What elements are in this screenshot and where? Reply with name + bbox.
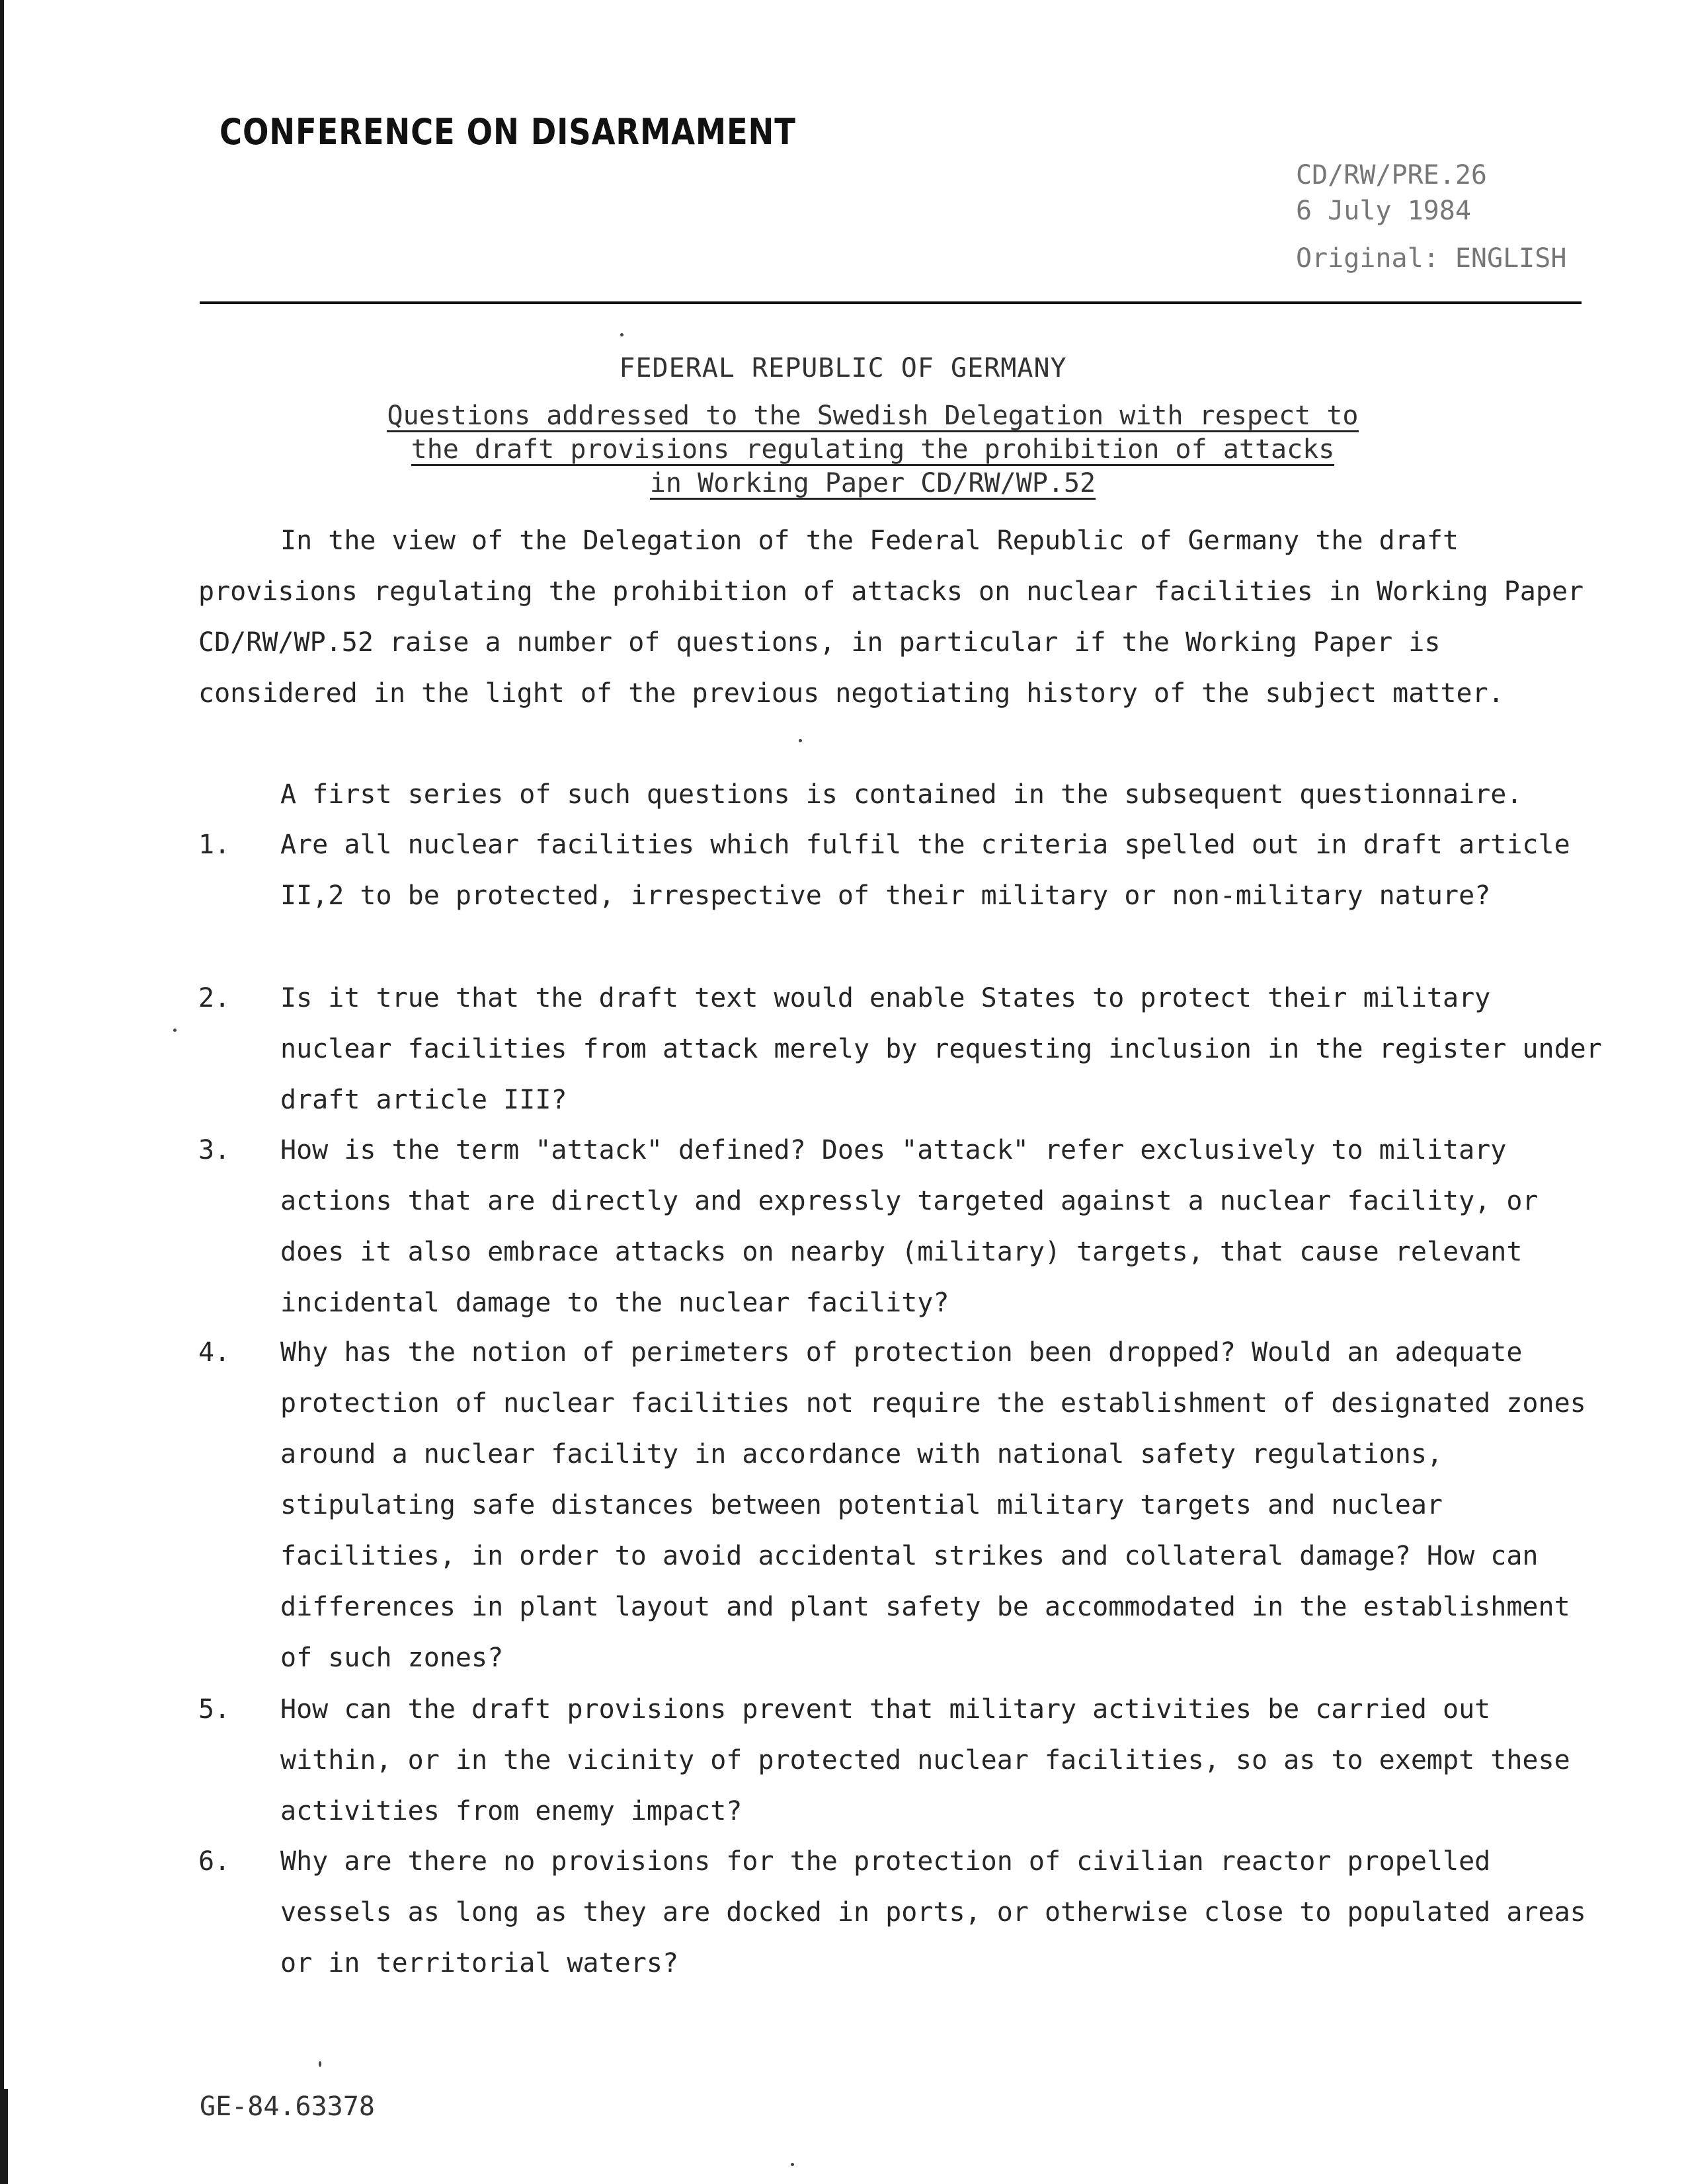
subject-line-3: in Working Paper CD/RW/WP.52	[649, 468, 1096, 498]
question-text: Why are there no provisions for the protection of civilian reactor propelled vessels as long as they are docked in ports, or otherwise close to populated areas or in territorial waters?	[280, 1846, 1586, 1978]
question-number: 4.	[198, 1337, 231, 1368]
question-text: How can the draft provisions prevent that military activities be carried out within, or in the vicinity of protected nuclear facilities, so as to exempt these activities from enemy impact?	[280, 1694, 1570, 1826]
question-text: Why has the notion of perimeters of protection been dropped? Would an adequate protection of nuclear facilities not require the establishment of designated zones around a nuclear facility in accordance with national safety regulations, stipulating safe distances between potential military targets and nuclear facilities, in order to avoid accidental strikes and collateral damage? How can differences in plant layout and plant safety be accommodated in the establishment of such zones?	[280, 1337, 1586, 1673]
scan-speck	[791, 2163, 794, 2166]
scan-speck	[799, 739, 802, 742]
subject-line-2: the draft provisions regulating the prohibition of attacks	[411, 434, 1335, 465]
question-number: 2.	[198, 983, 231, 1013]
subject-line-1: Questions addressed to the Swedish Delegation with respect to	[387, 401, 1359, 431]
header-divider	[200, 301, 1582, 304]
question-number: 3.	[198, 1135, 231, 1165]
question-number: 6.	[198, 1846, 231, 1877]
lead-in-paragraph: A first series of such questions is contained in the subsequent questionnaire.	[280, 779, 1523, 810]
conference-title: CONFERENCE ON DISARMAMENT	[220, 111, 796, 153]
original-language: Original: ENGLISH	[1296, 243, 1567, 274]
scan-speck	[319, 2061, 321, 2067]
question-number: 1.	[198, 830, 231, 860]
document-reference-code: GE-84.63378	[200, 2091, 375, 2122]
question-number: 5.	[198, 1694, 231, 1725]
subject-heading	[331, 399, 1415, 500]
scan-speck	[620, 333, 623, 336]
intro-paragraph: In the view of the Delegation of the Federal Republic of Germany the draft provisions regulating the prohibition of attacks on nuclear facilities in Working Paper CD/RW/WP.52 raise a number of questions, in particular if the Working Paper is considered in the light of the previous negotiating history of the subject matter.	[198, 526, 1600, 709]
page-left-border-mark	[0, 2089, 8, 2184]
question-text: Are all nuclear facilities which fulfil the criteria spelled out in draft article II,2 to be protected, irrespective of their military or non-military nature?	[280, 830, 1570, 911]
page-left-border	[0, 0, 4, 2184]
country-heading: FEDERAL REPUBLIC OF GERMANY	[619, 353, 1067, 383]
document-date: 6 July 1984	[1296, 196, 1471, 226]
scan-speck	[173, 1029, 177, 1032]
question-text: Is it true that the draft text would enable States to protect their military nuclear facilities from attack merely by requesting inclusion in the register under draft article III?	[280, 983, 1602, 1115]
document-symbol: CD/RW/PRE.26	[1296, 160, 1487, 190]
question-text: How is the term "attack" defined? Does "attack" refer exclusively to military actions that are directly and expressly targeted against a nuclear facility, or does it also embrace attacks on nearby (military) targets, that cause relevant incidental damage to the nuclear facility?	[280, 1135, 1539, 1318]
